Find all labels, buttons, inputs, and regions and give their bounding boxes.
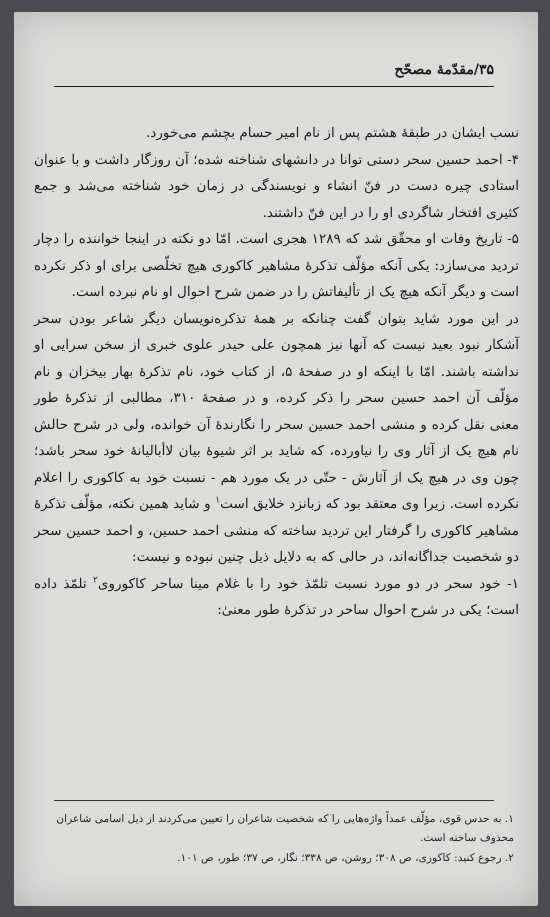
paragraph: ۴- احمد حسین سحر دستی توانا در دانشهای شناخته شده؛ آن روزگار داشت و با عنوان استادی چیره دست در فنّ انشاء و نویسندگی در زمان خود شناخته می‌شد و جمع کثیری افتخار شاگردی او را در این فنّ داشتند.: [34, 151, 519, 221]
footnote-divider: [54, 800, 494, 801]
footnote: ۲. رجوع کنید: کاکوری، ص ۳۰۸؛ روشن، ص ۳۳۸؛ نگار، ص ۳۷؛ طور، ص ۱۰۱.: [177, 852, 514, 864]
paragraph-text: ۱- خود سحر در دو مورد نسبت تلمّذ خود را با غلام مینا ساحر کاکوروی: [97, 575, 519, 592]
paragraph-text: و شاید همین نکته، مؤلّف تذکرهٔ مشاهیر کاکوری را گرفتار این تردید ساخته که منشی احمد حسین، و احمد حسین سحر دو شخصیت جداگانه‌اند، در حالی که به دلایل ذیل چنین نبوده و نیست:: [34, 496, 519, 565]
paragraph-text: تلمّذ داده است؛ یکی در شرح احوال ساحر در تذکرهٔ طور معنیٰ:: [34, 575, 519, 618]
paragraph: نسب ایشان در طبقهٔ هشتم پس از نام امیر حسام بچشم می‌خورد.: [145, 125, 519, 141]
paragraph: [34, 306, 519, 571]
running-header: [54, 60, 494, 87]
footnote-marker: ۱: [215, 495, 221, 506]
page-title: ۳۵/مقدّمهٔ مصحّح: [394, 62, 494, 78]
paragraph-text: در این مورد شاید بتوان گفت چنانکه بر همهٔ تذکره‌نویسان دیگر شاعر بودن سحر آشکار نبود بعید نیست که آنها نیز همچون علی حیدر علوی خبری از سخن سرایی او نداشته باشند. امّا با اینکه او در صفحهٔ ۵، از کتاب خود، نام تذکرهٔ بهار بیخزان و نام مؤلّف آن احمد حسین سحر را ذکر کرده، و در صفحهٔ ۳۱۰، مطالبی از تذکرهٔ طور معنی نقل کرده و منشی احمد حسین سحر را نگارندهٔ آن خوانده، ولی در شرح حالش نام هیچ یک از آثار وی را نیاورده، که شاید بر اثر شیوهٔ بیان لاأبالیانهٔ خود سحر باشد؛ چون وی در هیچ یک از آثارش - حتّی در یک مورد هم - نسبت خود به کاکوری را اعلام نکرده است. زیرا وی معتقد بود که زبانزد خلایق است: [34, 310, 519, 512]
footnotes: [34, 810, 514, 870]
paragraph: ۵- تاریخ وفات او محقّق شد که ۱۲۸۹ هجری است. امّا دو نکته در اینجا خواننده را دچار تردید می‌سازد: یکی آنکه مؤلّف تذکرهٔ مشاهیر کاکوری هیچ تخلّصی برای او ذکر نکرده است و دیگر آنکه هیچ یک از تألیفاتش را در ضمن شرح احوال او نام نبرده است.: [34, 231, 519, 300]
footnote: ۱. به حدس قوی، مؤلّف عمداً واژه‌هایی را که شخصیت شاعران را تعیین می‌کردند از ذیل اسامی شاعران محذوف ساخته است.: [56, 813, 514, 844]
main-text: [34, 120, 519, 624]
book-page: [14, 12, 538, 906]
footnote-marker: ۲: [93, 574, 98, 585]
paragraph: [34, 571, 519, 624]
